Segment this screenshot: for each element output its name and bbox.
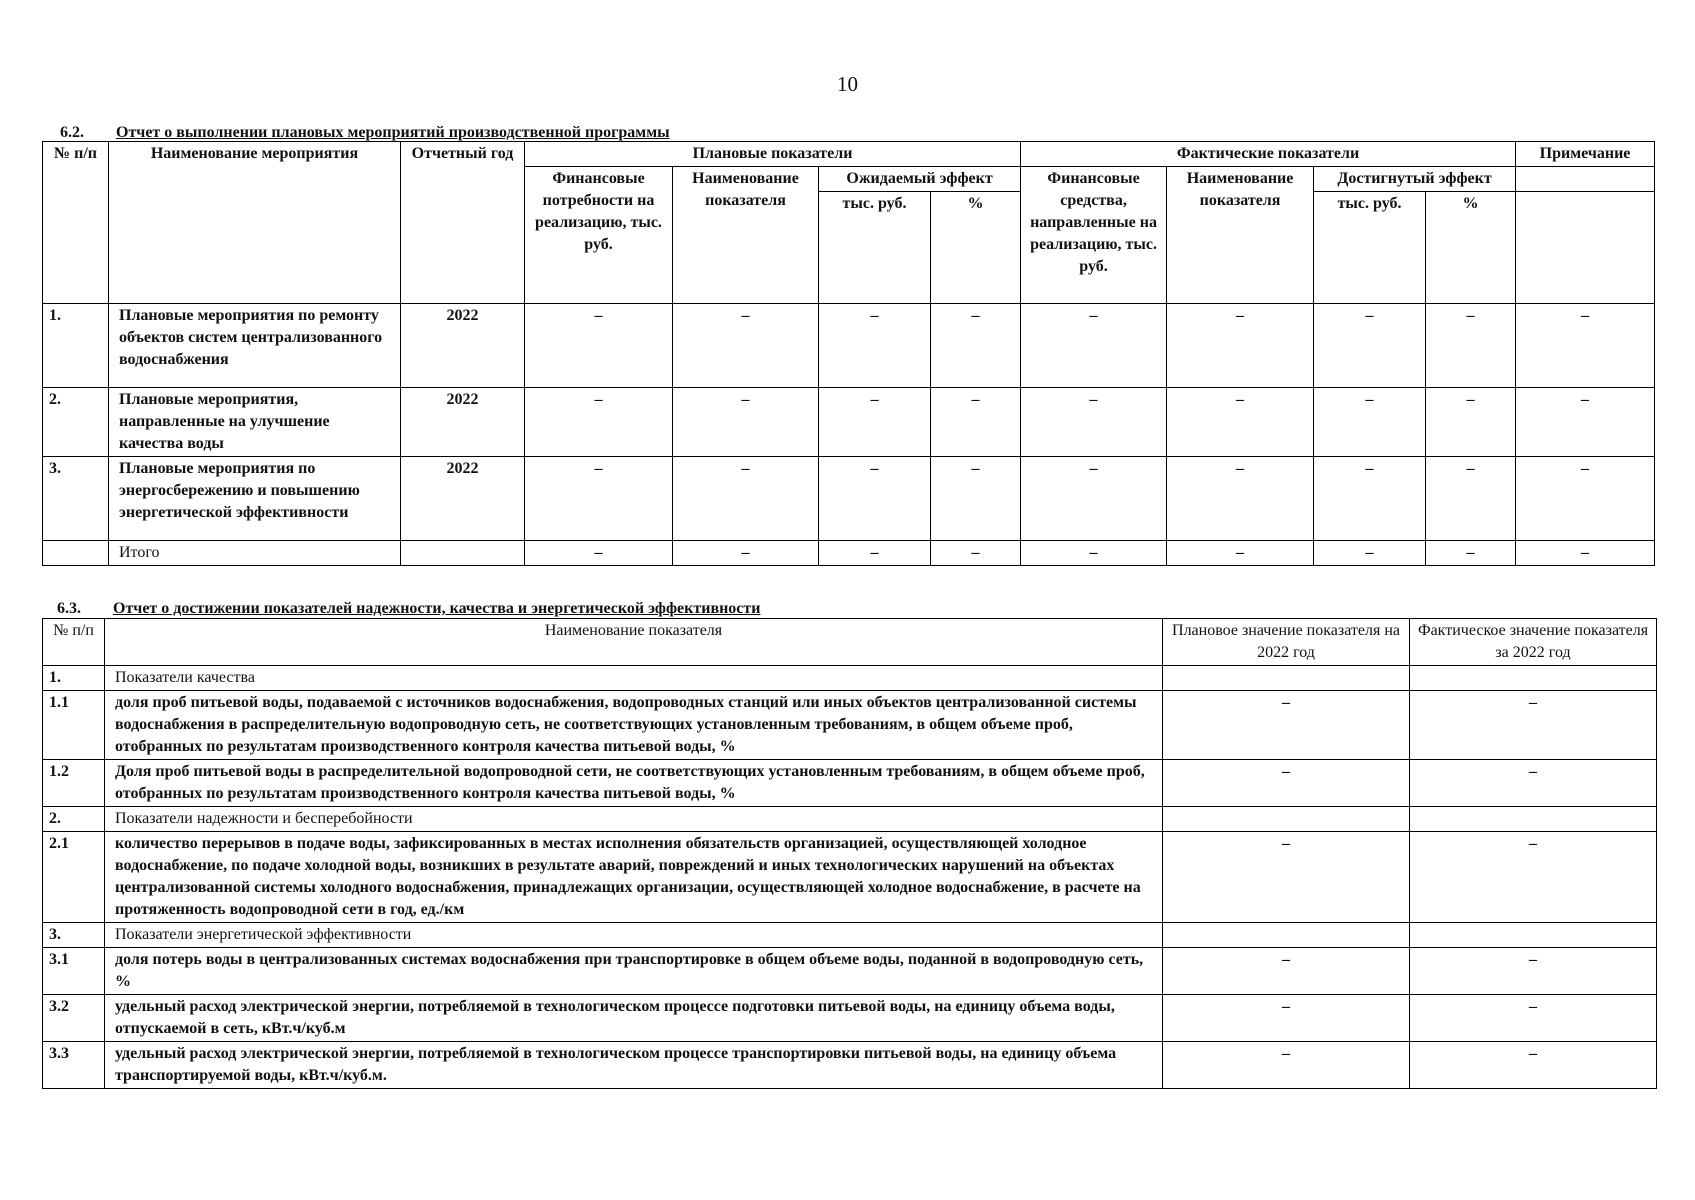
activity-row-value: – [1021, 388, 1167, 457]
indicators-table [42, 618, 1657, 1089]
total-row-value: – [1021, 541, 1167, 566]
indicator-plan-value [1163, 666, 1410, 691]
activity-row-value: – [931, 388, 1021, 457]
indicator-text: Доля проб питьевой воды в распределительной водопроводной сети, не соответствующих установленным требованиям, в общем объеме проб, отобранных по результатам производственного контроля качества питьевой воды, % [105, 760, 1163, 807]
indicator-no: 3.1 [43, 948, 105, 995]
page-number: 10 [837, 72, 858, 96]
header-no: № п/п [43, 142, 109, 304]
activity-row-value: – [1167, 388, 1314, 457]
activity-row-year: 2022 [401, 388, 525, 457]
indicator-plan-value: – [1163, 691, 1410, 760]
indicators-header-plan: Плановое значение показателя на 2022 год [1163, 619, 1410, 666]
indicator-no: 1.2 [43, 760, 105, 807]
header-row-1 [43, 142, 1655, 167]
indicator-group-row [43, 666, 1657, 691]
indicator-row [43, 691, 1657, 760]
activity-row-value: – [819, 388, 931, 457]
indicator-fact-value: – [1410, 691, 1657, 760]
indicator-fact-value [1410, 923, 1657, 948]
header-note-blank [1516, 192, 1655, 304]
header-fact-indicator: Наименование показателя [1167, 167, 1314, 304]
total-row [43, 541, 1655, 566]
indicator-fact-value [1410, 666, 1657, 691]
activity-row-value: – [819, 457, 931, 541]
header-plan-group: Плановые показатели [525, 142, 1021, 167]
section-62-number: 6.2. [60, 124, 84, 141]
total-row-value: – [673, 541, 819, 566]
section-63-title [57, 600, 760, 618]
section-62-title-text: Отчет о выполнении плановых мероприятий производственной программы [116, 124, 670, 141]
activity-row-value: – [1167, 304, 1314, 388]
total-row-value: – [525, 541, 673, 566]
indicator-group-row [43, 923, 1657, 948]
total-row-value: – [819, 541, 931, 566]
activity-row-name: Плановые мероприятия, направленные на улучшение качества воды [109, 388, 401, 457]
indicator-plan-value: – [1163, 995, 1410, 1042]
activity-row-no: 1. [43, 304, 109, 388]
header-fact-group: Фактические показатели [1021, 142, 1516, 167]
header-note-sub [1516, 167, 1655, 192]
indicator-no: 2. [43, 807, 105, 832]
indicator-plan-value: – [1163, 832, 1410, 923]
section-63-number: 6.3. [57, 600, 81, 617]
indicators-header-row [43, 619, 1657, 666]
header-activity-name: Наименование мероприятия [109, 142, 401, 304]
indicator-text: доля проб питьевой воды, подаваемой с источников водоснабжения, водопроводных станций или иных объектов централизованной системы водоснабжения в распределительную водопроводную сеть, не соответствующих установленным требованиям, в общем объеме проб, отобранных по результатам производственного контроля качества питьевой воды, % [105, 691, 1163, 760]
activities-table [42, 141, 1655, 566]
indicator-row [43, 1042, 1657, 1089]
activity-row-value: – [525, 388, 673, 457]
indicator-row [43, 995, 1657, 1042]
header-fact-effect: Достигнутый эффект [1314, 167, 1516, 192]
activity-row-value: – [1314, 304, 1426, 388]
indicator-text: Показатели надежности и бесперебойности [105, 807, 1163, 832]
activity-row-value: – [1426, 304, 1516, 388]
indicator-no: 1.1 [43, 691, 105, 760]
total-row-no [43, 541, 109, 566]
total-row-value: – [1516, 541, 1655, 566]
header-year: Отчетный год [401, 142, 525, 304]
header-note: Примечание [1516, 142, 1655, 167]
section-63-title-text: Отчет о достижении показателей надежности, качества и энергетической эффективности [113, 600, 761, 617]
indicator-group-row [43, 807, 1657, 832]
indicator-fact-value: – [1410, 1042, 1657, 1089]
total-row-value: – [1167, 541, 1314, 566]
total-row-value: – [1314, 541, 1426, 566]
activity-row-value: – [525, 457, 673, 541]
activity-row-value: – [673, 304, 819, 388]
activity-row-value: – [1516, 457, 1655, 541]
header-plan-percent: % [931, 192, 1021, 304]
indicators-body [43, 666, 1657, 1089]
indicator-no: 3.3 [43, 1042, 105, 1089]
indicator-fact-value: – [1410, 995, 1657, 1042]
indicator-fact-value: – [1410, 760, 1657, 807]
indicator-plan-value [1163, 807, 1410, 832]
indicator-row [43, 760, 1657, 807]
activity-row [43, 388, 1655, 457]
activity-row-year: 2022 [401, 457, 525, 541]
activity-row-value: – [1516, 388, 1655, 457]
section-62-title [60, 124, 670, 142]
indicator-text: доля потерь воды в централизованных системах водоснабжения при транспортировке в общем объеме воды, поданной в водопроводную сеть, % [105, 948, 1163, 995]
indicators-header-name: Наименование показателя [105, 619, 1163, 666]
activity-row-value: – [525, 304, 673, 388]
indicator-text: Показатели энергетической эффективности [105, 923, 1163, 948]
header-fact-percent: % [1426, 192, 1516, 304]
indicator-no: 1. [43, 666, 105, 691]
indicator-text: Показатели качества [105, 666, 1163, 691]
activity-row-value: – [1314, 457, 1426, 541]
indicator-fact-value: – [1410, 948, 1657, 995]
total-row-value: – [1426, 541, 1516, 566]
indicator-no: 2.1 [43, 832, 105, 923]
total-row-label: Итого [109, 541, 401, 566]
indicators-header-no: № п/п [43, 619, 105, 666]
activity-row-name: Плановые мероприятия по энергосбережению и повышению энергетической эффективности [109, 457, 401, 541]
indicator-text: количество перерывов в подаче воды, зафиксированных в местах исполнения обязательств организацией, осуществляющей холодное водоснабжение, по подаче холодной воды, возникших в результате аварий, повреждений и иных технологических нарушений на объектах централизованной системы холодного водоснабжения, принадлежащих организации, осуществляющей холодное водоснабжение, в расчете на протяженность водопроводной сети в год, ед./км [105, 832, 1163, 923]
activity-row-value: – [1167, 457, 1314, 541]
header-fact-finance: Финансовые средства, направленные на реализацию, тыс. руб. [1021, 167, 1167, 304]
indicator-row [43, 832, 1657, 923]
activity-row-value: – [931, 304, 1021, 388]
activity-row-value: – [1426, 388, 1516, 457]
activity-row-value: – [1516, 304, 1655, 388]
activity-row-value: – [1021, 304, 1167, 388]
indicator-fact-value: – [1410, 832, 1657, 923]
total-row-value: – [931, 541, 1021, 566]
indicator-no: 3.2 [43, 995, 105, 1042]
indicator-text: удельный расход электрической энергии, потребляемой в технологическом процессе транспортировки питьевой воды, на единицу объема транспортируемой воды, кВт.ч/куб.м. [105, 1042, 1163, 1089]
indicator-plan-value: – [1163, 760, 1410, 807]
total-row-year [401, 541, 525, 566]
activity-row [43, 304, 1655, 388]
header-plan-finance: Финансовые потребности на реализацию, тыс. руб. [525, 167, 673, 304]
indicator-row [43, 948, 1657, 995]
activity-row [43, 457, 1655, 541]
indicator-no: 3. [43, 923, 105, 948]
indicator-plan-value: – [1163, 948, 1410, 995]
activity-row-value: – [673, 457, 819, 541]
activity-row-no: 3. [43, 457, 109, 541]
activity-row-value: – [1314, 388, 1426, 457]
indicator-text: удельный расход электрической энергии, потребляемой в технологическом процессе подготовки питьевой воды, на единицу объема воды, отпускаемой в сеть, кВт.ч/куб.м [105, 995, 1163, 1042]
activity-row-value: – [819, 304, 931, 388]
activity-row-year: 2022 [401, 304, 525, 388]
indicators-header-fact: Фактическое значение показателя за 2022 год [1410, 619, 1657, 666]
activity-row-value: – [673, 388, 819, 457]
activity-row-value: – [1426, 457, 1516, 541]
header-fact-thous-rub: тыс. руб. [1314, 192, 1426, 304]
activity-row-value: – [931, 457, 1021, 541]
activity-row-value: – [1021, 457, 1167, 541]
header-plan-thous-rub: тыс. руб. [819, 192, 931, 304]
activity-row-no: 2. [43, 388, 109, 457]
indicator-plan-value: – [1163, 1042, 1410, 1089]
activities-body [43, 304, 1655, 566]
header-plan-effect: Ожидаемый эффект [819, 167, 1021, 192]
indicator-plan-value [1163, 923, 1410, 948]
header-plan-indicator: Наименование показателя [673, 167, 819, 304]
indicator-fact-value [1410, 807, 1657, 832]
activity-row-name: Плановые мероприятия по ремонту объектов систем централизованного водоснабжения [109, 304, 401, 388]
